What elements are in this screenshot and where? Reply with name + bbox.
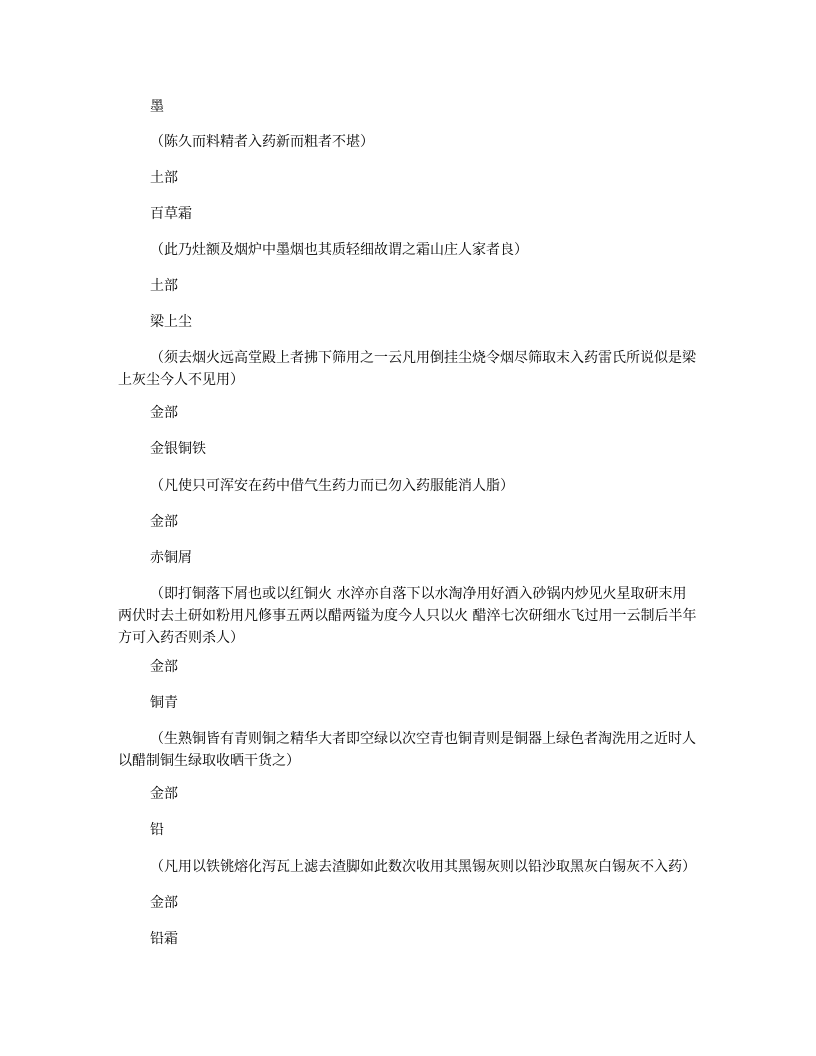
entry-note: （即打铜落下屑也或以红铜火 水淬亦自落下以水淘净用好酒入砂锅内炒见火星取研末用两伏时去土研如粉用凡修事五两以醋两镒为度今人只以火 醋淬七次研细水飞过用一云制后半年方可入药否则杀人） xyxy=(118,586,697,646)
section-label: 金部 xyxy=(150,659,178,675)
entry-note: （陈久而料精者入药新而粗者不堪） xyxy=(150,134,374,150)
section-label: 金部 xyxy=(150,514,178,530)
entry-title: 铅 xyxy=(150,822,164,838)
entry-note: （凡使只可浑安在药中借气生药力而已勿入药服能消人脂） xyxy=(150,478,514,494)
entry-title: 百草霜 xyxy=(150,206,192,222)
section-label: 金部 xyxy=(150,405,178,421)
entry-title-mo: 墨 xyxy=(150,99,164,115)
entry-note: （此乃灶额及烟炉中墨烟也其质轻细故谓之霜山庄人家者良） xyxy=(150,242,528,258)
section-label: 土部 xyxy=(150,170,178,186)
entry-note: （须去烟火远高堂殿上者拂下筛用之一云凡用倒挂尘烧令烟尽筛取末入药雷氏所说似是梁上灰尘今人不见用） xyxy=(118,350,696,388)
entry-title: 铜青 xyxy=(150,695,178,711)
entry-title: 金银铜铁 xyxy=(150,441,206,457)
section-label: 土部 xyxy=(150,278,178,294)
section-label: 金部 xyxy=(150,786,178,802)
entry-title: 赤铜屑 xyxy=(150,550,192,566)
entry-note: （凡用以铁铫熔化泻瓦上滤去渣脚如此数次收用其黑锡灰则以铅沙取黑灰白锡灰不入药） xyxy=(150,859,696,875)
entry-note: （生熟铜皆有青则铜之精华大者即空绿以次空青也铜青则是铜器上绿色者淘洗用之近时人以醋制铜生绿取收晒干货之） xyxy=(118,731,696,769)
entry-title: 梁上尘 xyxy=(150,314,192,330)
section-label: 金部 xyxy=(150,895,178,911)
entry-title: 铅霜 xyxy=(150,931,178,947)
